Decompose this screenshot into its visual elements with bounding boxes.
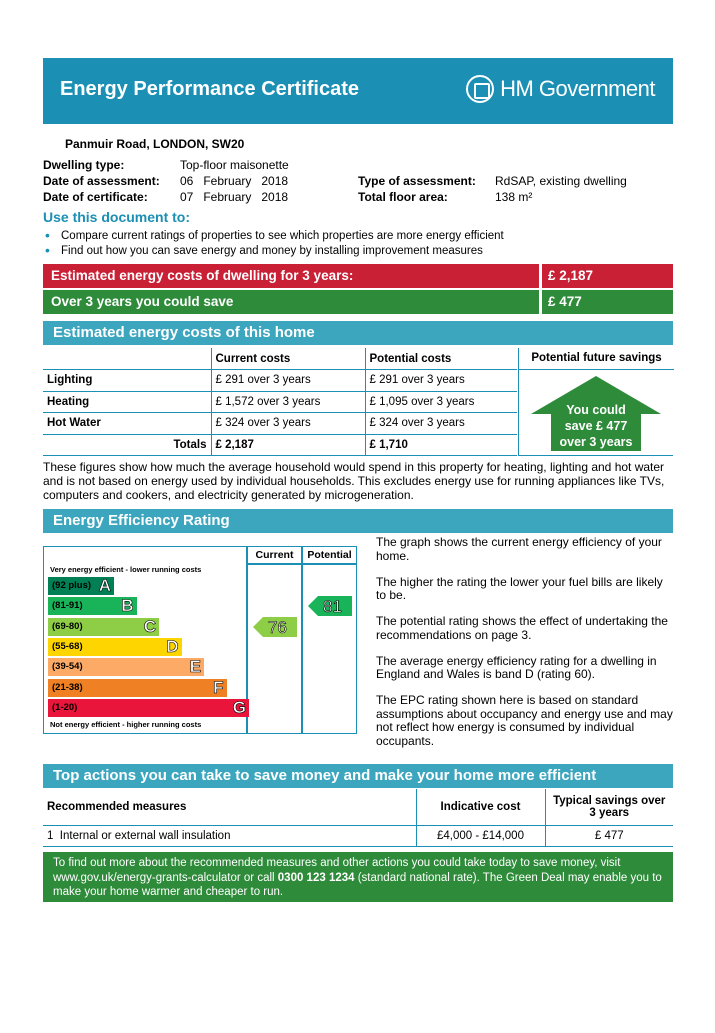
measure-cost: £4,000 - £14,000 <box>416 825 545 846</box>
date-assessment-label: Date of assessment: <box>43 174 160 188</box>
costs-table <box>43 348 517 456</box>
potential-column-header: Potential <box>307 549 352 561</box>
date-certificate-value: 07 February 2018 <box>180 190 289 204</box>
floor-area-value: 138 m² <box>495 190 533 204</box>
footer-text: (standard national rate). The Green Deal may enable you to make your home warmer and cheaper to run. <box>53 871 662 898</box>
estimated-costs-label: Estimated energy costs of dwelling for 3 years: <box>51 268 354 283</box>
band-range: (1-20) <box>52 701 78 713</box>
certificate-title: Energy Performance Certificate <box>60 78 360 100</box>
savings-bar <box>43 290 673 314</box>
band-b <box>48 597 137 615</box>
arrow-line: You could <box>566 403 626 417</box>
actions-table <box>43 789 673 847</box>
band-c <box>48 618 159 636</box>
row-label: Lighting <box>43 370 211 392</box>
figures-note: These figures show how much the average household would spend in this property for heating, lighting and hot water and is not based on energy used by individual households. This excludes energy use for running appliances like TVs, computers and cookers, and electricity generated by microgeneration. <box>43 460 665 502</box>
dwelling-type-value: Top-floor maisonette <box>180 158 289 172</box>
savings-value: £ 477 <box>539 290 673 314</box>
measures-header: Recommended measures <box>43 789 416 825</box>
band-letter: E <box>189 657 201 677</box>
current-cost: £ 324 over 3 years <box>211 413 365 435</box>
band-e <box>48 658 204 676</box>
band-letter: B <box>121 596 134 616</box>
band-f <box>48 679 227 697</box>
measure-name: 1 Internal or external wall insulation <box>43 825 416 846</box>
footer-text: To find out more about the recommended measures and other actions you could take today to save money, visit www.gov.uk/energy-grants-calculator or call <box>53 857 621 884</box>
energy-rating-chart <box>43 546 357 734</box>
future-savings-header: Potential future savings <box>519 348 674 370</box>
footer-phone: 0300 123 1234 <box>277 871 355 884</box>
table-row <box>43 825 673 846</box>
explanation-paragraph: The average energy efficiency rating for a dwelling in England and Wales is band D (rating 60). <box>376 653 657 681</box>
totals-row <box>43 434 517 456</box>
current-cost: £ 291 over 3 years <box>211 370 365 392</box>
estimated-costs-value: £ 2,187 <box>539 264 673 288</box>
savings-arrow-text <box>527 402 665 450</box>
current-rating-arrow <box>253 617 297 642</box>
type-assessment-value: RdSAP, existing dwelling <box>495 174 627 188</box>
dwelling-type-label: Dwelling type: <box>43 158 125 172</box>
royal-crest-icon <box>466 75 494 103</box>
list-item: • Compare current ratings of properties to see which properties are more energy efficient <box>43 229 504 244</box>
band-letter: G <box>232 697 246 717</box>
potential-cost: £ 291 over 3 years <box>365 370 517 392</box>
band-a <box>48 577 114 595</box>
arrow-line: over 3 years <box>559 435 633 449</box>
date-assessment-value: 06 February 2018 <box>180 174 289 188</box>
current-costs-header: Current costs <box>211 348 365 370</box>
row-label: Hot Water <box>43 413 211 435</box>
measure-savings: £ 477 <box>545 825 673 846</box>
band-range: (69-80) <box>52 620 83 632</box>
row-label: Heating <box>43 391 211 413</box>
chart-bottom-note: Not energy efficient - higher running costs <box>50 720 202 729</box>
band-letter: C <box>143 616 156 636</box>
table-row <box>43 391 517 413</box>
hm-government-logo <box>466 75 655 103</box>
explanation-paragraph: The graph shows the current energy efficiency of your home. <box>376 535 662 563</box>
totals-label: Totals <box>43 434 211 456</box>
band-range: (81-91) <box>52 600 83 612</box>
potential-rating-value: 81 <box>323 597 342 617</box>
totals-current: £ 2,187 <box>211 434 365 456</box>
savings-header: Typical savings over 3 years <box>545 789 673 825</box>
list-item: • Find out how you can save energy and money by installing improvement measures <box>43 244 504 259</box>
footer-note <box>43 852 673 902</box>
certificate-header <box>43 58 673 124</box>
use-document-title: Use this document to: <box>43 209 191 225</box>
costs-section-title: Estimated energy costs of this home <box>43 321 673 345</box>
potential-costs-header: Potential costs <box>365 348 517 370</box>
dwelling-details-left <box>43 157 289 205</box>
potential-cost: £ 324 over 3 years <box>365 413 517 435</box>
chart-top-note: Very energy efficient - lower running costs <box>50 565 202 574</box>
current-cost: £ 1,572 over 3 years <box>211 391 365 413</box>
floor-area-label: Total floor area: <box>358 190 448 204</box>
property-address: Panmuir Road, LONDON, SW20 <box>65 137 245 151</box>
table-row <box>43 370 517 392</box>
table-row <box>43 413 517 435</box>
efficiency-explanation <box>376 536 676 761</box>
totals-potential: £ 1,710 <box>365 434 517 456</box>
hm-government-text: HM Government <box>500 76 655 101</box>
table-header-row <box>43 348 517 370</box>
date-certificate-label: Date of certificate: <box>43 190 148 204</box>
savings-label: Over 3 years you could save <box>51 294 234 309</box>
use-document-list <box>43 229 504 258</box>
explanation-paragraph: The higher the rating the lower your fuel bills are likely to be. <box>376 574 663 602</box>
band-letter: A <box>98 576 111 595</box>
band-range: (21-38) <box>52 681 83 693</box>
arrow-line: save £ 477 <box>564 419 628 433</box>
band-letter: D <box>166 636 179 656</box>
future-savings-panel <box>518 348 673 456</box>
band-g <box>48 699 249 717</box>
band-range: (92 plus) <box>52 580 92 591</box>
type-assessment-label: Type of assessment: <box>358 174 476 188</box>
current-column-header: Current <box>255 549 294 561</box>
potential-rating-arrow <box>308 596 352 621</box>
band-range: (39-54) <box>52 661 83 673</box>
potential-cost: £ 1,095 over 3 years <box>365 391 517 413</box>
band-letter: F <box>213 677 224 697</box>
explanation-paragraph: The potential rating shows the effect of undertaking the recommendations on page 3. <box>376 614 668 642</box>
table-header-row <box>43 789 673 825</box>
cost-header: Indicative cost <box>416 789 545 825</box>
explanation-paragraph: The EPC rating shown here is based on standard assumptions about occupancy and energy use and may not reflect how energy is consumed by individual occupants. <box>376 693 673 748</box>
divider <box>247 563 357 565</box>
estimated-costs-bar <box>43 264 673 288</box>
divider <box>301 547 303 733</box>
dwelling-details-right <box>358 173 627 205</box>
band-range: (55-68) <box>52 640 83 652</box>
current-rating-value: 76 <box>268 617 287 637</box>
efficiency-section-title: Energy Efficiency Rating <box>43 509 673 533</box>
band-d <box>48 638 182 656</box>
actions-section-title: Top actions you can take to save money and make your home more efficient <box>43 764 673 788</box>
